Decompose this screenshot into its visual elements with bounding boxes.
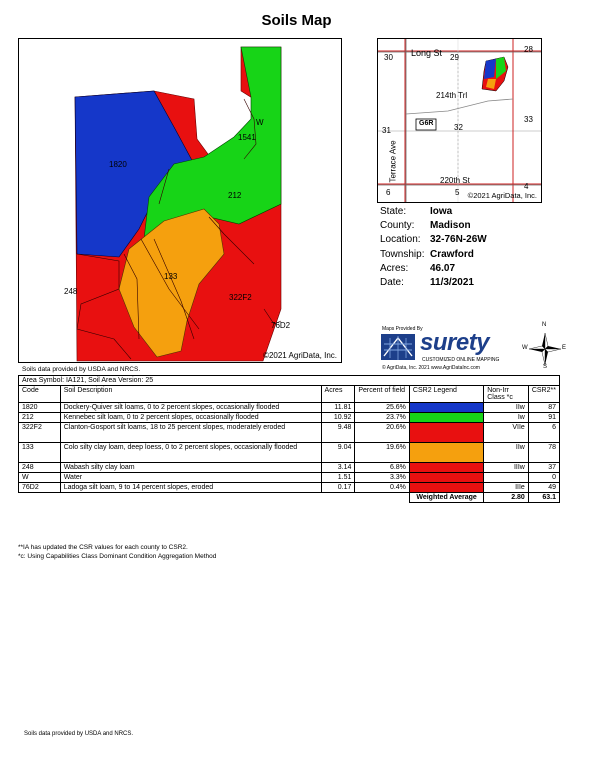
cell-legend-swatch: [409, 463, 483, 473]
loc-section-6: 6: [386, 188, 391, 197]
cell-description: Dockery-Quiver silt loams, 0 to 2 percent slopes, occasionally flooded: [60, 403, 321, 413]
cell-description: Clanton-Gosport silt loams, 18 to 25 percent slopes, moderately eroded: [60, 423, 321, 443]
area-symbol: Area Symbol: IA121, Soil Area Version: 25: [19, 376, 560, 386]
cell-percent: 3.3%: [355, 473, 410, 483]
state-value: Iowa: [430, 206, 453, 217]
loc-copyright: ©2021 AgriData, Inc.: [467, 191, 537, 200]
cell-acres: 9.04: [321, 443, 355, 463]
surety-footer: © AgriData, Inc. 2021 www.AgriDataInc.com: [382, 365, 480, 371]
header-class: Non-Irr Class *c: [484, 386, 529, 403]
weighted-class: 2.80: [484, 493, 529, 503]
cell-code: 133: [19, 443, 61, 463]
compass-w: W: [522, 345, 528, 351]
cell-class: IIIw: [484, 463, 529, 473]
table-row: [19, 463, 560, 473]
cell-csr2: 91: [528, 413, 559, 423]
loc-section-29: 29: [450, 53, 459, 62]
cell-csr2: 6: [528, 423, 559, 443]
cell-legend-swatch: [409, 413, 483, 423]
cell-class: IIIe: [484, 483, 529, 493]
header-acres: Acres: [321, 386, 355, 403]
cell-csr2: 78: [528, 443, 559, 463]
cell-description: Colo silty clay loam, deep loess, 0 to 2 percent slopes, occasionally flooded: [60, 443, 321, 463]
cell-code: 322F2: [19, 423, 61, 443]
cell-percent: 25.6%: [355, 403, 410, 413]
cell-acres: 3.14: [321, 463, 355, 473]
weighted-average-label: Weighted Average: [409, 493, 483, 503]
surety-provided-by: Maps Provided By: [382, 326, 423, 332]
footer-note: Soils data provided by USDA and NRCS.: [24, 731, 134, 737]
loc-section-31: 31: [382, 126, 391, 135]
acres-value: 46.07: [430, 262, 456, 274]
cell-class: VIIe: [484, 423, 529, 443]
cell-percent: 19.6%: [355, 443, 410, 463]
cell-class: IIw: [484, 403, 529, 413]
county-value: Madison: [430, 220, 471, 232]
field-info: [380, 205, 487, 290]
soils-table: [18, 375, 560, 503]
acres-label: Acres:: [380, 262, 409, 274]
surety-tagline: CUSTOMIZED ONLINE MAPPING: [422, 357, 500, 363]
cell-csr2: 49: [528, 483, 559, 493]
cell-legend-swatch: [409, 473, 483, 483]
page-title: Soils Map: [261, 12, 332, 29]
cell-description: Ladoga silt loam, 9 to 14 percent slopes, eroded: [60, 483, 321, 493]
source-note: Soils data provided by USDA and NRCS.: [22, 366, 141, 373]
cell-percent: 23.7%: [355, 413, 410, 423]
table-row: [19, 473, 560, 483]
map-label-212: 212: [228, 191, 242, 200]
table-row: [19, 403, 560, 413]
map-label-322f2: 322F2: [229, 293, 252, 302]
compass-s: S: [543, 364, 548, 370]
cell-code: 1820: [19, 403, 61, 413]
cell-csr2: 37: [528, 463, 559, 473]
cell-acres: 11.81: [321, 403, 355, 413]
loc-section-4: 4: [524, 182, 529, 191]
compass-rose-icon: [522, 322, 568, 372]
loc-road-long-st: Long St: [411, 48, 443, 58]
cell-legend-swatch: [409, 403, 483, 413]
cell-class: [484, 473, 529, 483]
location-map: [377, 38, 542, 203]
table-row: [19, 443, 560, 463]
table-row: [19, 413, 560, 423]
header-percent: Percent of field: [355, 386, 410, 403]
loc-road-220th: 220th St: [440, 176, 470, 185]
compass-e: E: [562, 345, 567, 351]
map-label-76d2: 76D2: [271, 321, 291, 330]
compass-n: N: [542, 322, 547, 328]
township-label: Township:: [380, 248, 425, 260]
state-label: State:: [380, 206, 407, 217]
cell-acres: 0.17: [321, 483, 355, 493]
loc-road-terrace: Terrace Ave: [388, 140, 398, 183]
map-label-1820: 1820: [109, 160, 127, 169]
map-label-248: 248: [64, 287, 78, 296]
cell-code: 76D2: [19, 483, 61, 493]
cell-csr2: 87: [528, 403, 559, 413]
township-value: Crawford: [430, 248, 474, 260]
cell-legend-swatch: [409, 443, 483, 463]
date-label: Date:: [380, 277, 404, 289]
location-value: 32-76N-26W: [430, 234, 487, 246]
table-notes: [18, 543, 216, 561]
weighted-average-row: [19, 493, 560, 503]
loc-section-32: 32: [454, 123, 463, 132]
loc-section-5: 5: [455, 188, 460, 197]
cell-code: W: [19, 473, 61, 483]
cell-percent: 0.4%: [355, 483, 410, 493]
cell-acres: 10.92: [321, 413, 355, 423]
header-csr2: CSR2**: [528, 386, 559, 403]
cell-class: Iw: [484, 413, 529, 423]
weighted-blank: [19, 493, 410, 503]
location-label: Location:: [380, 234, 421, 246]
map-label-1541: 1541: [238, 133, 256, 142]
map-label-133: 133: [164, 272, 178, 281]
note-class: *c: Using Capabilities Class Dominant Condition Aggregation Method: [18, 553, 217, 560]
cell-legend-swatch: [409, 483, 483, 493]
county-label: County:: [380, 220, 415, 232]
loc-section-28: 28: [524, 45, 533, 54]
cell-description: Water: [60, 473, 321, 483]
cell-percent: 20.6%: [355, 423, 410, 443]
header-description: Soil Description: [60, 386, 321, 403]
map-label-w: W: [256, 118, 264, 127]
cell-class: IIw: [484, 443, 529, 463]
note-csr2: **IA has updated the CSR values for each county to CSR2.: [18, 544, 188, 551]
map-copyright: ©2021 AgriData, Inc.: [263, 351, 337, 360]
loc-road-g6r: G6R: [419, 120, 434, 127]
cell-description: Wabash silty clay loam: [60, 463, 321, 473]
soils-map: [18, 38, 342, 363]
cell-code: 248: [19, 463, 61, 473]
header-legend: CSR2 Legend: [409, 386, 483, 403]
surety-logo: [380, 326, 515, 372]
surety-brand: surety: [420, 329, 490, 356]
cell-description: Kennebec silt loam, 0 to 2 percent slopes, occasionally flooded: [60, 413, 321, 423]
cell-csr2: 0: [528, 473, 559, 483]
cell-legend-swatch: [409, 423, 483, 443]
header-code: Code: [19, 386, 61, 403]
weighted-csr2: 63.1: [528, 493, 559, 503]
cell-code: 212: [19, 413, 61, 423]
cell-acres: 9.48: [321, 423, 355, 443]
loc-section-30: 30: [384, 53, 393, 62]
table-row: [19, 423, 560, 443]
loc-road-214th: 214th Trl: [436, 91, 468, 100]
soils-map-graphic: [19, 39, 342, 363]
cell-percent: 6.8%: [355, 463, 410, 473]
surety-globe-icon: [380, 332, 418, 362]
cell-acres: 1.51: [321, 473, 355, 483]
table-row: [19, 483, 560, 493]
date-value: 11/3/2021: [430, 277, 474, 289]
loc-section-33: 33: [524, 115, 533, 124]
